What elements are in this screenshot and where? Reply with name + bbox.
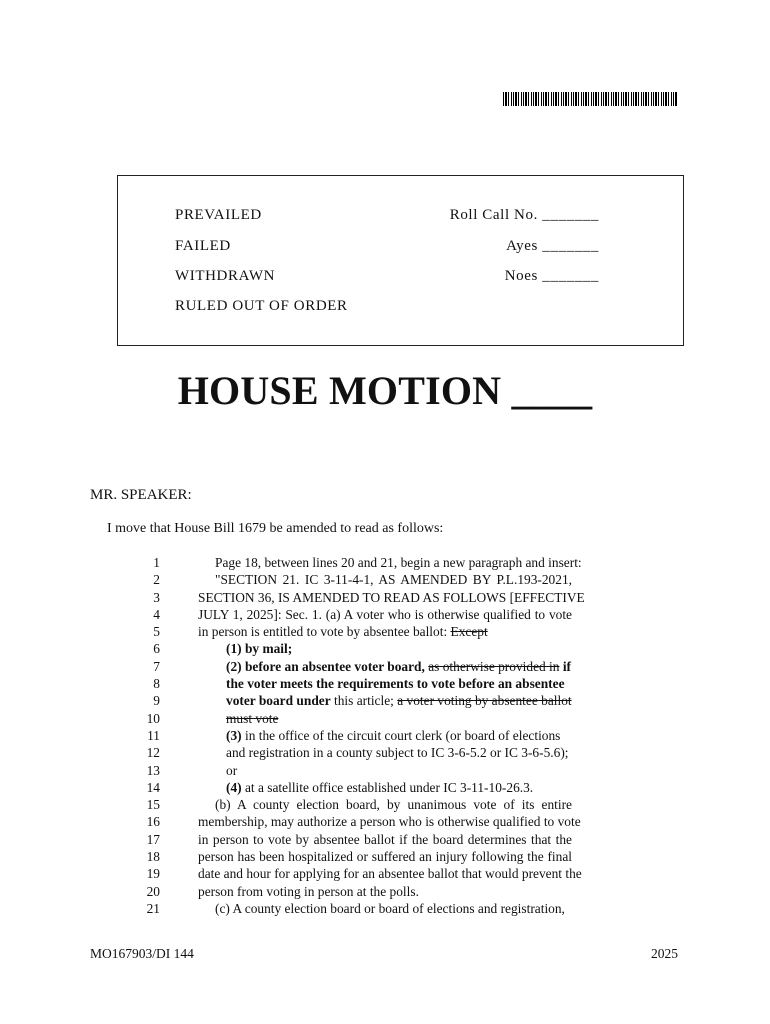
line-10 (0, 710, 770, 727)
motion-statement: I move that House Bill 1679 be amended to read as follows: (107, 521, 444, 536)
line-number: 7 (153, 658, 160, 674)
line-6 (0, 640, 770, 657)
line-number: 8 (153, 676, 160, 692)
document-year: 2025 (651, 946, 678, 961)
line-number: 14 (146, 779, 160, 795)
line-11 (0, 727, 770, 744)
line-number: 10 (146, 710, 160, 726)
line-15 (0, 796, 770, 813)
line-text (198, 710, 572, 727)
line-9 (0, 692, 770, 709)
line-text: in person is entitled to vote by absentee ballot: Except (198, 624, 488, 640)
line-8 (0, 675, 770, 692)
line-4 (0, 606, 770, 623)
inserted-text: (4) (226, 779, 242, 795)
line-text: person has been hospitalized or suffered an injury following the final (198, 849, 572, 865)
line-text: person from voting in person at the polls. (198, 883, 419, 899)
line-text: date and hour for applying for an absentee ballot that would prevent the (198, 866, 582, 882)
line-text: JULY 1, 2025]: Sec. 1. (a) A voter who is otherwise qualified to vote (198, 606, 572, 622)
amendment-text (0, 554, 770, 917)
line-number: 16 (146, 814, 160, 830)
line-number: 6 (153, 641, 160, 657)
line-13 (0, 762, 770, 779)
ayes-field: Ayes _______ (506, 238, 599, 254)
document-id: MO167903/DI 144 (90, 946, 194, 961)
line-12 (0, 744, 770, 761)
failed-label: FAILED (175, 238, 231, 254)
line-number: 12 (146, 745, 160, 761)
line-number: 9 (153, 693, 160, 709)
inserted-text: voter board under (226, 693, 331, 709)
line-number: 19 (146, 866, 160, 882)
line-text: (c) A county election board or board of elections and registration, (215, 900, 565, 916)
line-1 (0, 554, 770, 571)
line-text (198, 675, 572, 692)
line-2 (0, 571, 770, 588)
line-text: and registration in a county subject to IC 3-6-5.2 or IC 3-6-5.6); (226, 745, 569, 761)
line-text: membership, may authorize a person who is otherwise qualified to vote (198, 814, 581, 830)
line-number: 21 (146, 900, 160, 916)
line-number: 20 (146, 883, 160, 899)
line-text: "SECTION 21. IC 3-11-4-1, AS AMENDED BY P.L.193-2021, (215, 572, 572, 588)
line-number: 11 (147, 727, 160, 743)
line-number: 4 (153, 606, 160, 622)
line-text: or (226, 762, 238, 778)
line-number: 5 (153, 624, 160, 640)
prevailed-label: PREVAILED (175, 207, 262, 223)
inserted-text: if (559, 658, 572, 674)
inserted-text: (2) before an absentee voter board, (226, 658, 429, 674)
line-text: SECTION 36, IS AMENDED TO READ AS FOLLOWS [EFFECTIVE (198, 589, 585, 605)
line-text (198, 658, 572, 675)
line-number: 13 (146, 762, 160, 778)
noes-field: Noes _______ (504, 268, 599, 284)
line-21 (0, 900, 770, 917)
deleted-text: as otherwise provided in (428, 658, 560, 674)
deleted-text: Except (450, 624, 488, 640)
line-text: in person to vote by absentee ballot if the board determines that the (198, 831, 572, 847)
speaker-salutation: MR. SPEAKER: (90, 487, 192, 503)
line-18 (0, 848, 770, 865)
inserted-text: the voter meets the requirements to vote before an absentee (226, 676, 565, 692)
line-text: (3) in the office of the circuit court clerk (or board of elections (226, 727, 561, 743)
roll-call-field: Roll Call No. _______ (449, 207, 599, 223)
line-number: 2 (153, 572, 160, 588)
line-14 (0, 779, 770, 796)
line-text (198, 640, 572, 657)
vote-status-box (117, 175, 684, 346)
line-text: Page 18, between lines 20 and 21, begin a new paragraph and insert: (215, 555, 582, 570)
withdrawn-label: WITHDRAWN (175, 268, 276, 284)
line-text: (4) at a satellite office established under IC 3-11-10-26.3. (226, 779, 534, 795)
line-3 (0, 589, 770, 606)
line-text: (b) A county election board, by unanimous vote of its entire (215, 797, 572, 813)
deleted-text: a voter voting by absentee ballot (397, 693, 572, 709)
deleted-text: must vote (226, 710, 279, 726)
line-19 (0, 865, 770, 882)
line-number: 1 (153, 555, 160, 570)
line-number: 17 (146, 831, 160, 847)
page-title: HOUSE MOTION ____ (177, 368, 593, 413)
line-number: 15 (146, 797, 160, 813)
line-5 (0, 623, 770, 640)
inserted-text: (1) by mail; (226, 641, 293, 657)
line-20 (0, 883, 770, 900)
line-17 (0, 831, 770, 848)
line-text: voter board under this article; a voter voting by absentee ballot (226, 693, 572, 709)
line-7 (0, 658, 770, 675)
ruled-out-label: RULED OUT OF ORDER (175, 298, 348, 314)
inserted-text: (3) (226, 727, 242, 743)
barcode (503, 92, 678, 106)
line-number: 3 (153, 589, 160, 605)
line-16 (0, 813, 770, 830)
line-number: 18 (146, 849, 160, 865)
